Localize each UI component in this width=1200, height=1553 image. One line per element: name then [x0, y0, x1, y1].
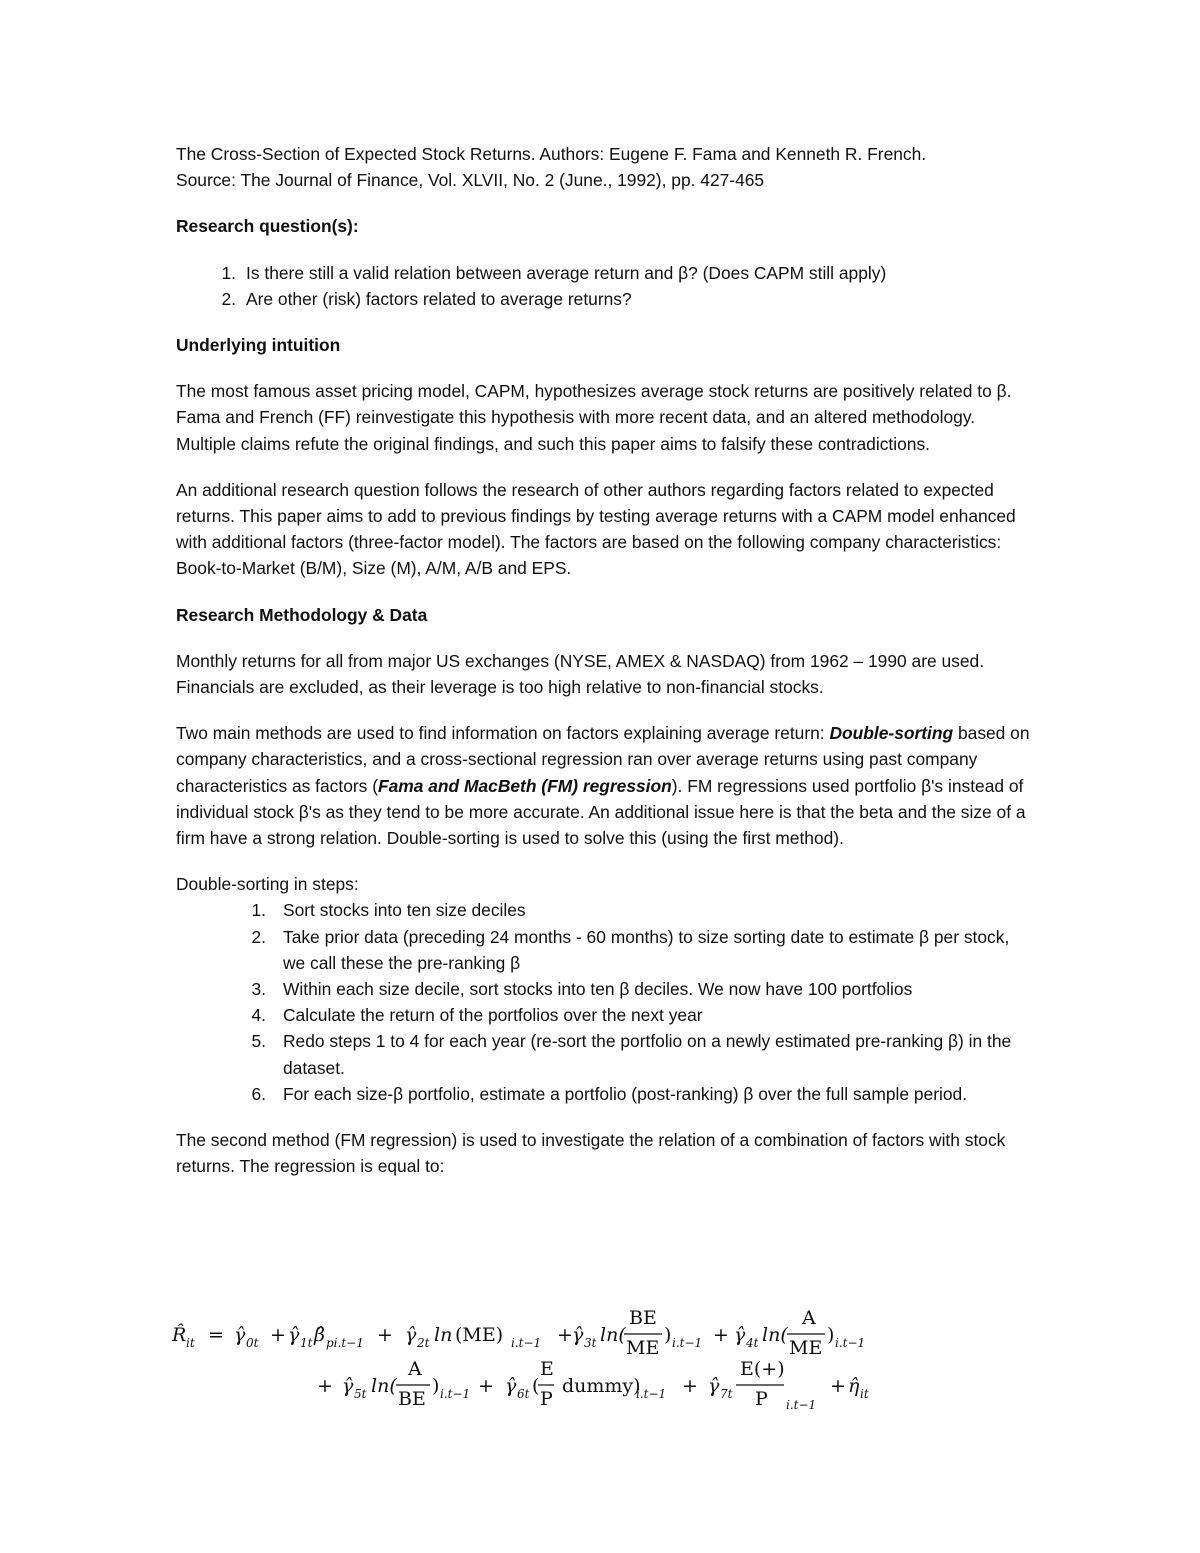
list-number: 2.: [221, 288, 236, 309]
intuition-heading: Underlying intuition: [176, 335, 341, 356]
list-item-text: Within each size decile, sort stocks into ten β deciles. We now have 100 portfolios: [283, 979, 913, 1000]
list-item: [176, 1028, 1036, 1080]
formula-paren: (: [532, 1375, 540, 1397]
formula-sub: 4t: [746, 1336, 759, 1350]
formula-sub: 3t: [584, 1336, 597, 1350]
formula-sub: i.t−1: [440, 1387, 471, 1401]
fraction-denominator: BE: [398, 1388, 426, 1410]
list-number: 5.: [251, 1031, 266, 1052]
list-number: 1.: [221, 262, 236, 283]
list-item-text: Calculate the return of the portfolios over the next year: [283, 1005, 703, 1026]
formula-lhs: R̂: [172, 1324, 187, 1346]
fraction-numerator: E: [540, 1358, 554, 1380]
list-item-text: Are other (risk) factors related to average returns?: [246, 288, 632, 309]
methodology-paragraph-2: [176, 720, 1036, 851]
formula-sub: i.t−1: [835, 1336, 866, 1350]
list-number: 3.: [251, 979, 266, 1000]
formula-gamma: γ̂: [708, 1375, 720, 1397]
research-questions-list: [176, 260, 1036, 312]
formula-op: +: [557, 1324, 573, 1346]
methodology-heading: Research Methodology & Data: [176, 604, 428, 625]
list-item: [176, 260, 1036, 286]
list-item-text: Redo steps 1 to 4 for each year (re-sort the portfolio on a newly estimated pre-ranking β) in the dataset.: [283, 1031, 1012, 1078]
fraction-numerator: E(+): [740, 1358, 785, 1380]
text-run: based on company characteristics, and a cross-sectional regression ran over average returns using past company characteristics as factors (: [176, 723, 1030, 796]
formula-op: +: [377, 1324, 393, 1346]
formula-sub: i.t−1: [786, 1398, 817, 1412]
formula-svg: [172, 1296, 1172, 1436]
formula-gamma: γ̂: [505, 1375, 517, 1397]
fraction-denominator: P: [755, 1388, 768, 1410]
methodology-paragraph-3: The second method (FM regression) is used to investigate the relation of a combination of factors with stock returns. The regression is equal to:: [176, 1130, 1006, 1177]
formula-op: +: [317, 1375, 333, 1397]
list-item: [176, 897, 1036, 923]
methodology-paragraph-1: Monthly returns for all from major US exchanges (NYSE, AMEX & NASDAQ) from 1962 – 1990 are used. Financials are excluded, as their leverage is too high relative to non-financial stocks.: [176, 650, 985, 698]
citation-line-2: Source: The Journal of Finance, Vol. XLVII, No. 2 (June., 1992), pp. 427-465: [176, 170, 765, 191]
formula-sub: 0t: [246, 1336, 259, 1350]
fraction-denominator: P: [540, 1388, 553, 1410]
list-item: [176, 924, 1036, 976]
formula-op: =: [208, 1324, 224, 1346]
list-item: [176, 1002, 1036, 1028]
formula-op: +: [682, 1375, 698, 1397]
formula-arg: (ME): [455, 1324, 504, 1346]
list-number: 1.: [251, 900, 266, 921]
formula-sub: 6t: [517, 1387, 530, 1401]
formula-sub: it: [860, 1387, 869, 1401]
formula-sub: 2t: [417, 1336, 430, 1350]
formula-gamma: γ̂: [572, 1324, 584, 1346]
fraction-numerator: BE: [629, 1307, 657, 1329]
formula-op: +: [478, 1375, 494, 1397]
fraction-denominator: ME: [789, 1337, 823, 1359]
fraction-denominator: ME: [626, 1337, 660, 1359]
formula-sub: 5t: [354, 1387, 367, 1401]
list-number: 4.: [251, 1005, 266, 1026]
formula-ln: ln(: [371, 1375, 397, 1397]
formula-ln: ln(: [762, 1324, 788, 1346]
formula-op: +: [830, 1375, 846, 1397]
fraction-numerator: A: [802, 1307, 816, 1329]
list-item-text: Take prior data (preceding 24 months - 60 months) to size sorting date to estimate β per stock, we call these the pre-ranking β: [283, 926, 1010, 973]
formula-sub: it: [186, 1336, 195, 1350]
formula-ln: ln(: [600, 1324, 626, 1346]
formula-sub: i.t−1: [672, 1336, 703, 1350]
intuition-paragraph-1: The most famous asset pricing model, CAPM, hypothesizes average stock returns are positively related to β. Fama and French (FF) reinvestigate this hypothesis with more recent data, and an altered methodology. Multiple claims refute the original findings, and such this paper aims to falsify these contradictions.: [176, 381, 1012, 454]
formula-gamma: γ̂: [734, 1324, 746, 1346]
formula-text: dummy): [562, 1375, 641, 1397]
formula-paren: ): [827, 1324, 835, 1346]
formula-sub: 7t: [720, 1387, 733, 1401]
formula-gamma: γ̂: [234, 1324, 246, 1346]
list-item: [176, 1081, 1036, 1107]
formula-ln: ln: [434, 1324, 453, 1346]
formula-sub: i.t−1: [511, 1336, 542, 1350]
emphasis-double-sorting: Double-sorting: [829, 723, 954, 744]
formula-paren: ): [432, 1375, 440, 1397]
formula-eta: η̂: [848, 1375, 860, 1397]
formula-gamma: γ̂: [288, 1324, 300, 1346]
formula-paren: ): [664, 1324, 672, 1346]
formula-gamma: γ̂: [405, 1324, 417, 1346]
fraction-numerator: A: [408, 1358, 422, 1380]
text-run: ). FM regressions used portfolio β's instead of individual stock β's as they tend to be more accurate. An additional issue here is that the beta and the size of a firm have a strong relation. Double-sorting is used to solve this (using the first method).: [176, 775, 1026, 849]
text-run: Two main methods are used to find information on factors explaining average return:: [176, 723, 830, 744]
formula-op: +: [270, 1324, 286, 1346]
intuition-paragraph-2: An additional research question follows the research of other authors regarding factors related to expected returns. This paper aims to add to previous findings by testing average returns with a CAPM model enhanced with additional factors (three-factor model). The factors are based on the following company characteristics: Book-to-Market (B/M), Size (M), A/M, A/B and EPS.: [176, 479, 1016, 579]
list-item-text: Is there still a valid relation between average return and β? (Does CAPM still apply): [246, 262, 887, 283]
formula-sub: 1t: [300, 1336, 313, 1350]
list-number: 2.: [251, 926, 266, 947]
formula-sub: pi.t−1: [326, 1336, 364, 1350]
list-item: [176, 286, 1036, 312]
list-item-text: For each size-β portfolio, estimate a portfolio (post-ranking) β over the full sample period.: [283, 1083, 968, 1104]
list-item-text: Sort stocks into ten size deciles: [283, 900, 526, 921]
document-page: [176, 141, 1036, 1180]
citation-line-1: The Cross-Section of Expected Stock Returns. Authors: Eugene F. Fama and Kenneth R. French.: [176, 144, 927, 164]
formula-gamma: γ̂: [342, 1375, 354, 1397]
regression-formula: [172, 1296, 1172, 1436]
steps-intro: Double-sorting in steps:: [176, 874, 359, 895]
research-questions-heading: Research question(s):: [176, 216, 359, 237]
formula-op: +: [713, 1324, 729, 1346]
emphasis-fm-regression: Fama and MacBeth (FM) regression: [377, 775, 672, 796]
list-number: 6.: [251, 1083, 266, 1104]
formula-beta: β̂: [314, 1324, 325, 1346]
list-item: [176, 976, 1036, 1002]
double-sorting-steps: [176, 897, 1036, 1107]
formula-sub: i.t−1: [636, 1387, 667, 1401]
